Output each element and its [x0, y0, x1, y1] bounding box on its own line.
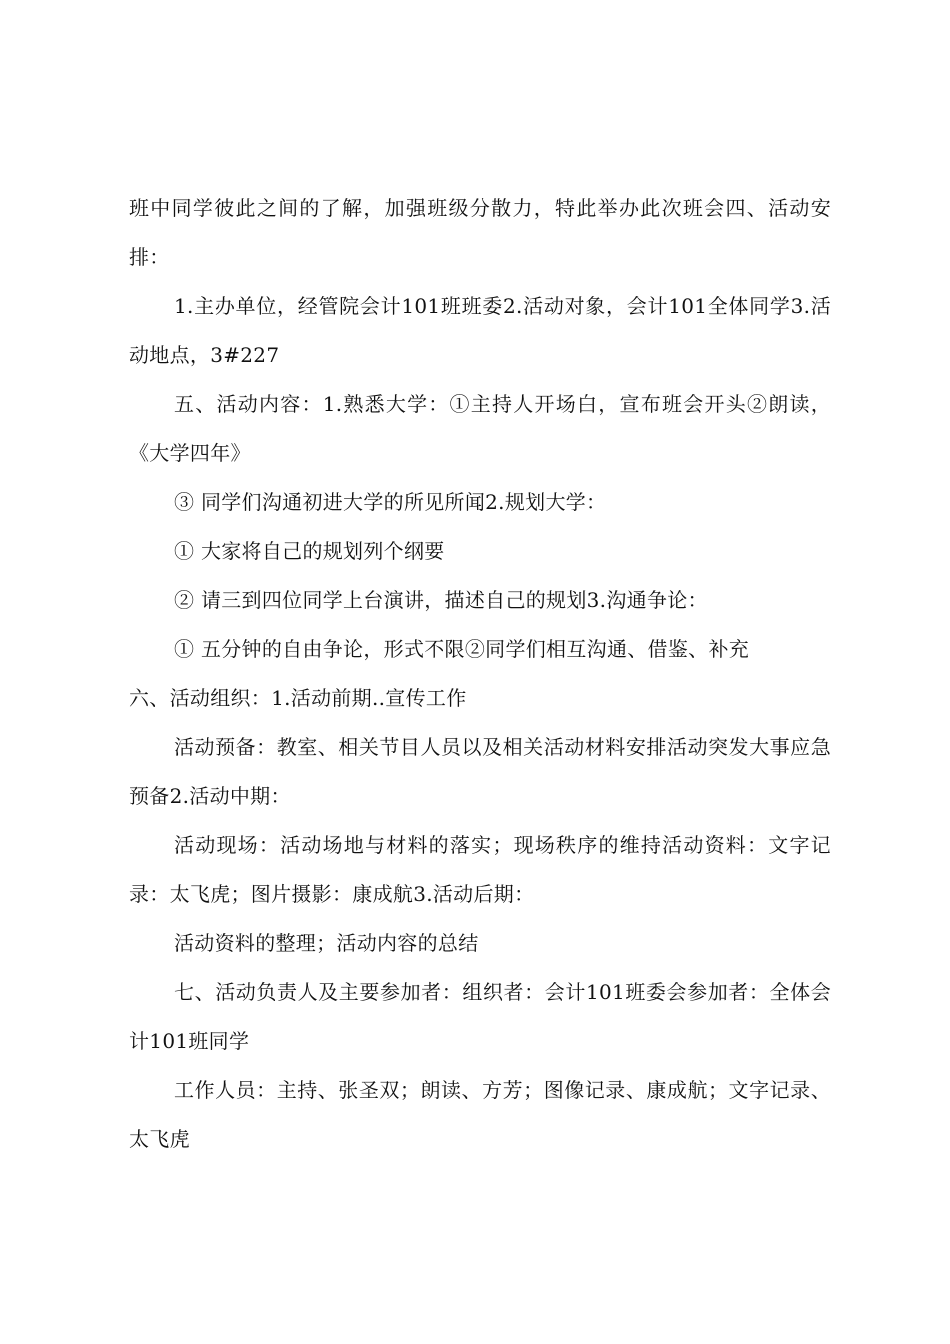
paragraph: 活动现场：活动场地与材料的落实；现场秩序的维持活动资料：文字记录：太飞虎；图片摄影：康成航3.活动后期： — [129, 833, 831, 906]
paragraph: ① 五分钟的自由争论，形式不限②同学们相互沟通、借鉴、补充 — [174, 637, 750, 661]
paragraph: 七、活动负责人及主要参加者：组织者：会计101班委会参加者：全体会计101班同学 — [129, 980, 831, 1053]
paragraph: 1.主办单位，经管院会计101班班委2.活动对象，会计101全体同学3.活动地点，3#227 — [129, 294, 831, 367]
paragraph: 工作人员：主持、张圣双；朗读、方芳；图像记录、康成航；文字记录、太飞虎 — [129, 1078, 831, 1151]
paragraph: 六、活动组织：1.活动前期..宣传工作 — [129, 686, 467, 710]
document-body — [129, 184, 831, 1164]
paragraph: 班中同学彼此之间的了解，加强班级分散力，特此举办此次班会四、活动安排： — [129, 196, 831, 269]
paragraph: ① 大家将自己的规划列个纲要 — [174, 539, 445, 563]
paragraph: ② 请三到四位同学上台演讲，描述自己的规划3.沟通争论： — [174, 588, 708, 612]
paragraph: 活动预备：教室、相关节目人员以及相关活动材料安排活动突发大事应急预备2.活动中期： — [129, 735, 831, 808]
paragraph: 活动资料的整理；活动内容的总结 — [174, 931, 479, 955]
paragraph: ③ 同学们沟通初进大学的所见所闻2.规划大学： — [174, 490, 607, 514]
paragraph: 五、活动内容：1.熟悉大学：①主持人开场白，宣布班会开头②朗读，《大学四年》 — [129, 392, 831, 465]
